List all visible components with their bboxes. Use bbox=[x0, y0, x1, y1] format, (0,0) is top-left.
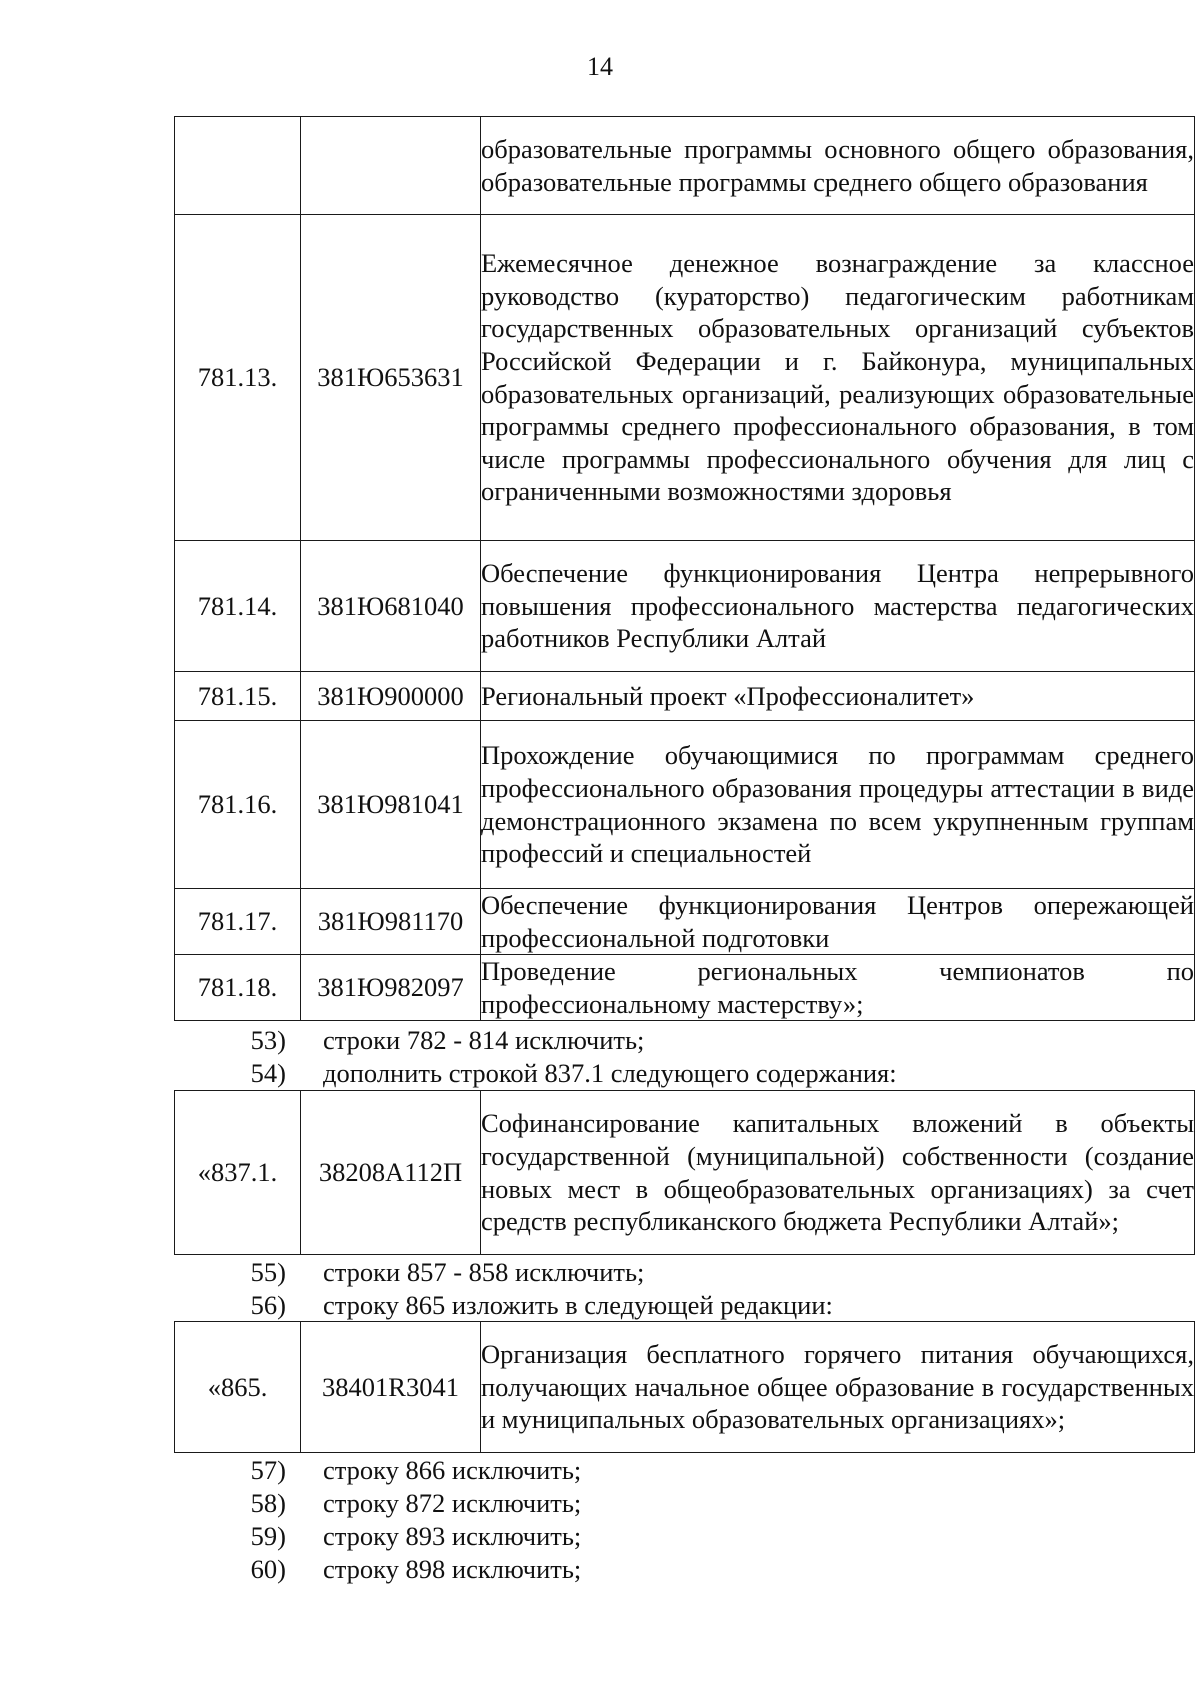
table-row bbox=[175, 117, 1195, 215]
row-code: 381Ю981170 bbox=[301, 889, 481, 955]
row-code: 381Ю982097 bbox=[301, 955, 481, 1021]
item-number: 56) bbox=[250, 1290, 286, 1320]
item-text: строки 857 - 858 исключить; bbox=[323, 1257, 645, 1287]
row-description: Прохождение обучающимися по программам среднего профессионального образования процедуры аттестации в виде демонстрационного экзамена по всем укрупненным группам профессий и специальностей bbox=[481, 721, 1195, 889]
budget-codes-table bbox=[174, 116, 1195, 1021]
item-number: 60) bbox=[250, 1554, 286, 1584]
row-code: 381Ю653631 bbox=[301, 215, 481, 541]
row-number: 781.13. bbox=[175, 215, 301, 541]
table-row bbox=[175, 955, 1195, 1021]
row-number: «837.1. bbox=[175, 1091, 301, 1255]
table-row bbox=[175, 672, 1195, 721]
row-number: «865. bbox=[175, 1322, 301, 1453]
replacement-row-table bbox=[174, 1321, 1195, 1453]
item-number: 57) bbox=[250, 1455, 286, 1485]
item-number: 53) bbox=[250, 1025, 286, 1055]
row-description: Проведение региональных чемпионатов по профессиональному мастерству»; bbox=[481, 955, 1195, 1021]
item-text: строку 865 изложить в следующей редакции: bbox=[323, 1290, 833, 1320]
row-description: Организация бесплатного горячего питания обучающихся, получающих начальное общее образование в государственных и муниципальных образовательных организациях»; bbox=[481, 1322, 1195, 1453]
table-row bbox=[175, 215, 1195, 541]
insert-row-table bbox=[174, 1090, 1195, 1255]
table-row bbox=[175, 1322, 1195, 1453]
row-code: 381Ю900000 bbox=[301, 672, 481, 721]
row-description: Софинансирование капитальных вложений в объекты государственной (муниципальной) собственности (создание новых мест в общеобразовательных организациях) за счет средств республиканского бюджета Республики Алтай»; bbox=[481, 1091, 1195, 1255]
item-text: строку 898 исключить; bbox=[323, 1554, 582, 1584]
row-code: 381Ю681040 bbox=[301, 541, 481, 672]
item-number: 54) bbox=[250, 1058, 286, 1088]
item-number: 59) bbox=[250, 1521, 286, 1551]
row-number bbox=[175, 117, 301, 215]
item-text: строку 872 исключить; bbox=[323, 1488, 582, 1518]
row-code: 38401R3041 bbox=[301, 1322, 481, 1453]
table-row bbox=[175, 1091, 1195, 1255]
row-code: 38208А112П bbox=[301, 1091, 481, 1255]
item-text: строку 893 исключить; bbox=[323, 1521, 582, 1551]
row-code bbox=[301, 117, 481, 215]
row-number: 781.18. bbox=[175, 955, 301, 1021]
row-code: 381Ю981041 bbox=[301, 721, 481, 889]
table-row bbox=[175, 721, 1195, 889]
row-number: 781.16. bbox=[175, 721, 301, 889]
table-row bbox=[175, 541, 1195, 672]
item-number: 58) bbox=[250, 1488, 286, 1518]
table-row bbox=[175, 889, 1195, 955]
row-number: 781.14. bbox=[175, 541, 301, 672]
row-description: Обеспечение функционирования Центра непрерывного повышения профессионального мастерства педагогических работников Республики Алтай bbox=[481, 541, 1195, 672]
row-description: Обеспечение функционирования Центров опережающей профессиональной подготовки bbox=[481, 889, 1195, 955]
row-number: 781.17. bbox=[175, 889, 301, 955]
item-text: строки 782 - 814 исключить; bbox=[323, 1025, 645, 1055]
row-number: 781.15. bbox=[175, 672, 301, 721]
item-number: 55) bbox=[250, 1257, 286, 1287]
row-description: образовательные программы основного общего образования, образовательные программы среднего общего образования bbox=[481, 117, 1195, 215]
row-description: Ежемесячное денежное вознаграждение за классное руководство (кураторство) педагогическим работникам государственных образовательных организаций субъектов Российской Федерации и г. Байконура, муниципальных образовательных организаций, реализующих образовательные программы среднего профессионального образования, в том числе программы профессионального обучения для лиц с ограниченными возможностями здоровья bbox=[481, 215, 1195, 541]
row-description: Региональный проект «Профессионалитет» bbox=[481, 672, 1195, 721]
page-number: 14 bbox=[587, 52, 613, 81]
item-text: дополнить строкой 837.1 следующего содержания: bbox=[323, 1058, 897, 1088]
item-text: строку 866 исключить; bbox=[323, 1455, 582, 1485]
